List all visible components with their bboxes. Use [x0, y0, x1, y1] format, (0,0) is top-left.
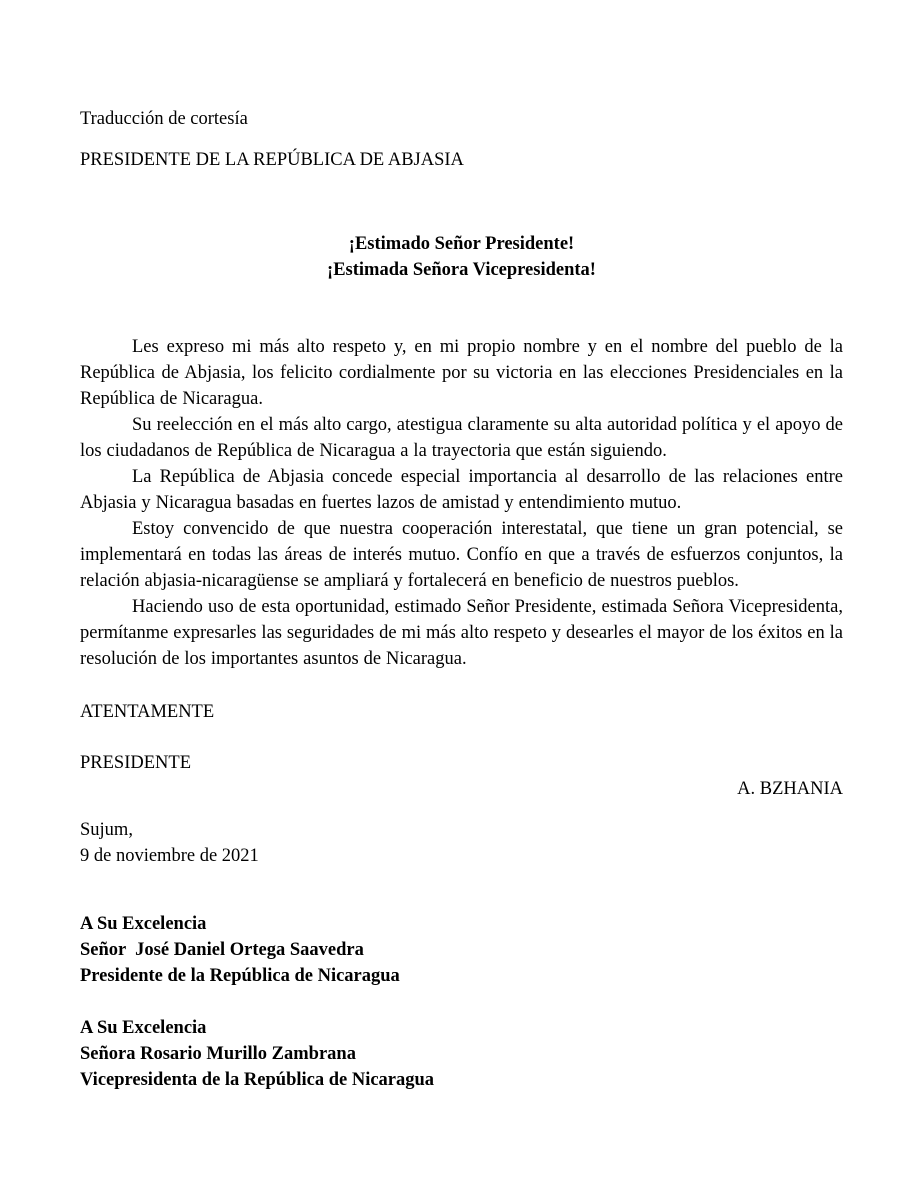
addressee-block	[80, 911, 843, 989]
letterhead	[80, 147, 843, 173]
date-text: 9 de noviembre de 2021	[80, 846, 259, 866]
signatory-name-text: A. BZHANIA	[737, 779, 843, 799]
body-paragraph: Su reelección en el más alto cargo, atestigua claramente su alta autoridad política y el apoyo de los ciudadanos de República de Nicaragua a la trayectoria que están siguiendo.	[80, 415, 843, 461]
addressee-position: Presidente de la República de Nicaragua	[80, 966, 400, 986]
signatory-title	[80, 750, 843, 776]
valediction-text: ATENTAMENTE	[80, 702, 215, 722]
salutation	[80, 231, 843, 283]
salutation-line-1: ¡Estimado Señor Presidente!	[348, 234, 575, 254]
signatory-title-text: PRESIDENTE	[80, 753, 191, 773]
letterhead-text: PRESIDENTE DE LA REPÚBLICA DE ABJASIA	[80, 150, 464, 170]
body-paragraph: La República de Abjasia concede especial importancia al desarrollo de las relaciones entre Abjasia y Nicaragua basadas en fuertes lazos de amistad y entendimiento mutuo.	[80, 467, 843, 513]
addressee-name: Señor José Daniel Ortega Saavedra	[80, 940, 364, 960]
letter-body	[80, 334, 843, 672]
addressee-name: Señora Rosario Murillo Zambrana	[80, 1044, 356, 1064]
salutation-line-2: ¡Estimada Señora Vicepresidenta!	[327, 260, 596, 280]
courtesy-translation-note	[80, 106, 843, 132]
addressee-honorific: A Su Excelencia	[80, 1018, 207, 1038]
place-text: Sujum,	[80, 820, 133, 840]
body-paragraph: Les expreso mi más alto respeto y, en mi propio nombre y en el nombre del pueblo de la República de Abjasia, los felicito cordialmente por su victoria en las elecciones Presidenciales en la República de Nicaragua.	[80, 337, 843, 409]
body-paragraph: Haciendo uso de esta oportunidad, estimado Señor Presidente, estimada Señora Vicepresidenta, permítanme expresarles las seguridades de mi más alto respeto y desearles el mayor de los éxitos en la resolución de los importantes asuntos de Nicaragua.	[80, 597, 843, 669]
signatory-name	[80, 776, 843, 802]
place-and-date	[80, 817, 843, 869]
addressee-honorific: A Su Excelencia	[80, 914, 207, 934]
valediction	[80, 699, 843, 725]
courtesy-text: Traducción de cortesía	[80, 109, 248, 129]
addressee-block	[80, 1015, 843, 1093]
addressee-position: Vicepresidenta de la República de Nicaragua	[80, 1070, 435, 1090]
body-paragraph: Estoy convencido de que nuestra cooperación interestatal, que tiene un gran potencial, se implementará en todas las áreas de interés mutuo. Confío en que a través de esfuerzos conjuntos, la relación abjasia-nicaragüense se ampliará y fortalecerá en beneficio de nuestros pueblos.	[80, 519, 843, 591]
